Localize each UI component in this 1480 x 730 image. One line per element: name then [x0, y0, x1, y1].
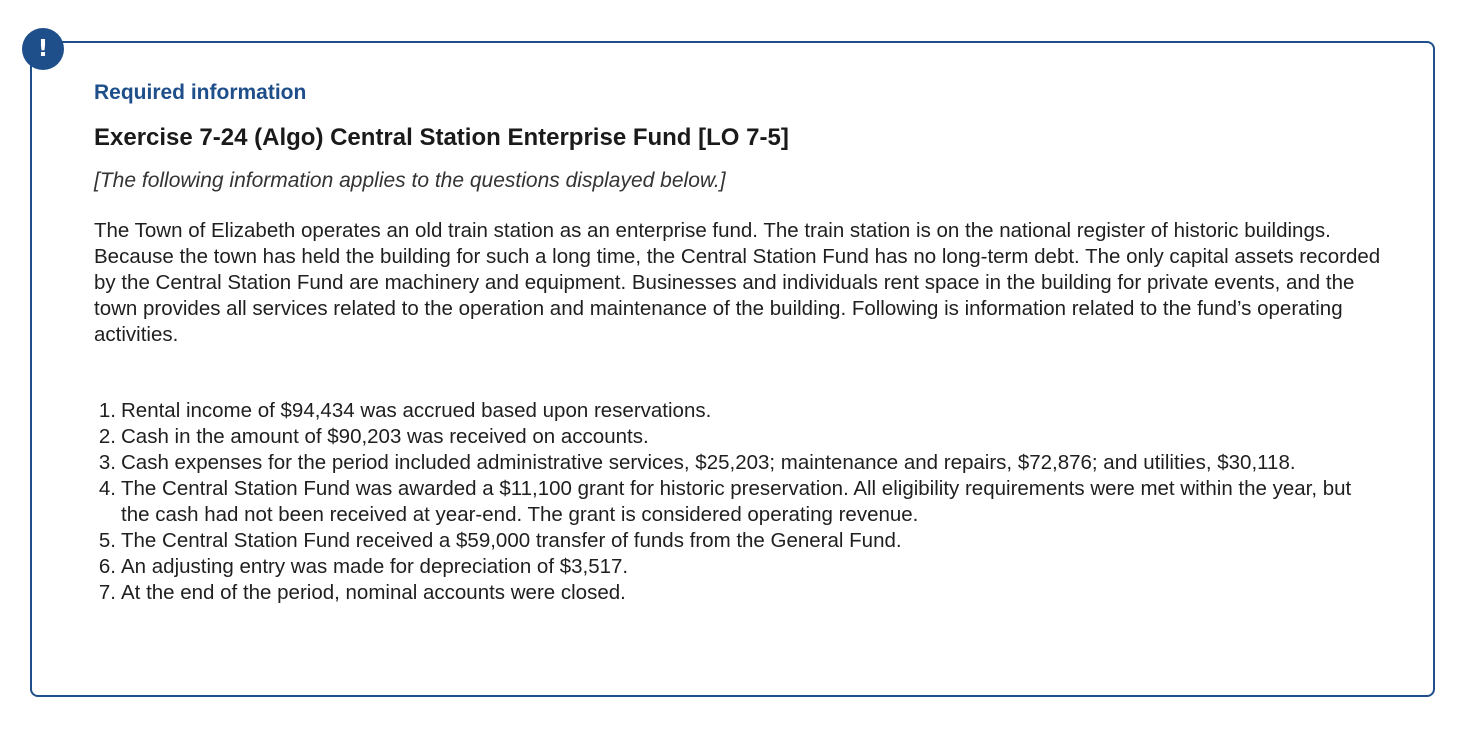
list-item [94, 528, 1384, 554]
list-item-number: 4. [98, 477, 116, 500]
list-item [94, 476, 1384, 528]
card-content [94, 78, 1384, 606]
list-item [94, 450, 1384, 476]
alert-icon: ! [22, 28, 64, 70]
list-item-number: 2. [98, 425, 116, 448]
list-item [94, 424, 1384, 450]
problem-description: The Town of Elizabeth operates an old train station as an enterprise fund. The train station is on the national register of historic buildings. Because the town has held the building for such a long time, the Central Station Fund has no long-term debt. The only capital assets recorded by the Central Station Fund are machinery and equipment. Businesses and individuals rent space in the building for private events, and the town provides all services related to the operation and maintenance of the building. Following is information related to the fund’s operating activities. [94, 219, 1381, 346]
exercise-title: Exercise 7-24 (Algo) Central Station Enterprise Fund [LO 7-5] [94, 124, 789, 151]
list-item-number: 7. [98, 581, 116, 604]
list-item-text: At the end of the period, nominal accounts were closed. [121, 581, 626, 604]
list-item-text: An adjusting entry was made for depreciation of $3,517. [121, 555, 629, 578]
list-item-text: Rental income of $94,434 was accrued based upon reservations. [121, 399, 712, 422]
list-item [94, 398, 1384, 424]
transaction-list [94, 398, 1384, 606]
list-item-number: 3. [98, 451, 116, 474]
list-item-text: The Central Station Fund was awarded a $11,100 grant for historic preservation. All eligibility requirements were met within the year, but the cash had not been received at year-end. The grant is considered operating revenue. [121, 477, 1352, 526]
list-item [94, 554, 1384, 580]
intro-note: [The following information applies to the questions displayed below.] [94, 169, 726, 192]
list-item-number: 6. [98, 555, 116, 578]
list-item-text: Cash expenses for the period included administrative services, $25,203; maintenance and repairs, $72,876; and utilities, $30,118. [121, 451, 1296, 474]
list-item-text: The Central Station Fund received a $59,000 transfer of funds from the General Fund. [121, 529, 902, 552]
list-item-number: 1. [98, 399, 116, 422]
required-information-heading: Required information [94, 81, 307, 104]
list-item-number: 5. [98, 529, 116, 552]
list-item [94, 580, 1384, 606]
list-item-text: Cash in the amount of $90,203 was received on accounts. [121, 425, 649, 448]
